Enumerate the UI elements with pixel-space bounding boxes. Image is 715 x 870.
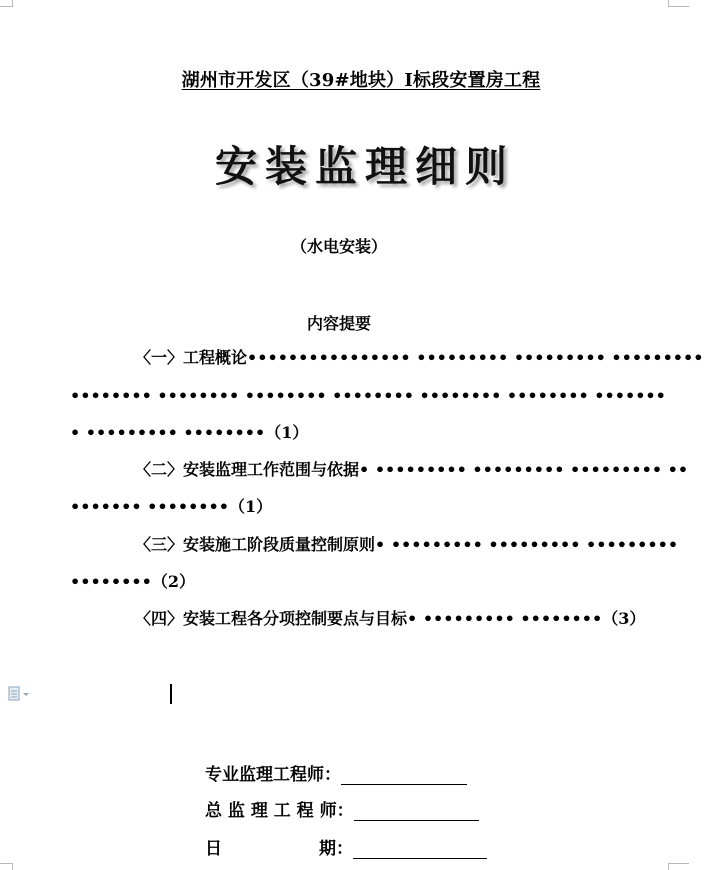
chief-signature-field[interactable] [354,802,479,821]
toc-item-2-label: 〈二〉安装监理工作范围与依据 [135,460,360,479]
toc-item-1-line-3 [70,423,308,443]
chief-signature-row [205,796,479,821]
document-title: 安装监理细则 [214,142,515,191]
crop-mark-bottom-right [668,863,689,870]
toc-item-1-line-2 [70,386,666,406]
toc-item-2-line-1[interactable] [135,460,688,480]
toc-item-1-label: 〈一〉工程概论 [135,348,248,367]
toc-item-3-line-2 [70,572,195,592]
engineer-signature-field[interactable] [341,766,467,785]
toc-leader-dots: •••••••• •••••••• •••••••• •••••••• •••••••• •••••••• ••••••• [70,386,666,405]
toc-leader-dots: •••••••••••••••• ••••••••• ••••••••• ••••••••• [247,348,704,367]
crop-mark-bottom-left [0,863,13,870]
engineer-signature-row [205,760,467,785]
toc-leader-dots: •••••••• [70,572,152,591]
chief-signature-label: 总 监 理 工 程 师： [205,801,354,821]
engineer-signature-label: 专业监理工程师： [205,765,341,785]
toc-item-1-line-1[interactable] [135,348,703,368]
toc-leader-dots: ••••••• •••••••• [70,497,229,516]
toc-item-3-page: （2） [151,572,195,591]
crop-mark-top-left [0,0,13,7]
toc-item-2-page: （1） [228,497,273,516]
toc-item-4-page: （3） [602,609,646,628]
toc-leader-dots: • ••••••••• ••••••••• ••••••••• [375,535,679,554]
date-label-second: 期： [319,839,353,859]
date-field[interactable] [353,840,487,859]
toc-item-1-page: （1） [265,423,309,442]
toc-item-4-label: 〈四〉安装工程各分项控制要点与目标 [135,609,408,628]
toc-item-3-label: 〈三〉安装施工阶段质量控制原则 [135,535,376,554]
toc-item-3-line-1[interactable] [135,535,678,555]
toc-item-2-line-2 [70,497,272,517]
text-cursor [170,684,172,704]
toc-item-4-line-1[interactable] [135,609,645,629]
document-subtitle: （水电安装） [290,237,387,256]
toc-leader-dots: • ••••••••• ••••••••• ••••••••• •• [359,460,689,479]
crop-mark-top-right [668,0,689,7]
date-row [205,834,487,859]
date-label-first: 日 [205,839,222,859]
document-icon[interactable] [8,686,34,702]
toc-leader-dots: • ••••••••• •••••••• [407,609,603,628]
toc-heading: 内容提要 [306,314,371,333]
project-title: 湖州市开发区（39#地块）I标段安置房工程 [181,70,541,91]
toc-leader-dots: • ••••••••• •••••••• [70,423,266,442]
